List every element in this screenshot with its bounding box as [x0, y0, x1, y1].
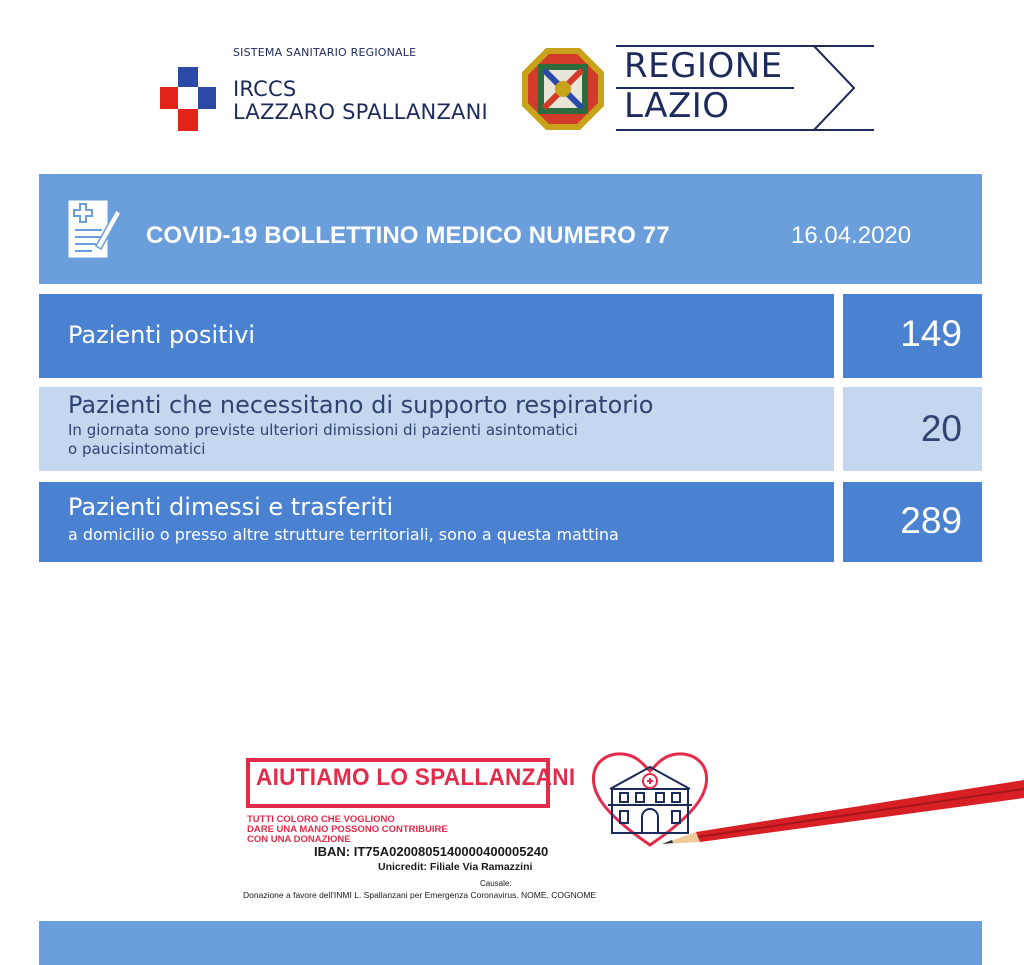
red-blue-cross-logo-icon — [160, 67, 216, 131]
spallanzani-name: LAZZARO SPALLANZANI — [233, 100, 488, 124]
regione-label: REGIONE — [624, 46, 783, 86]
regional-health-system-label: SISTEMA SANITARIO REGIONALE — [233, 46, 417, 59]
regione-lazio-seal-icon — [520, 46, 606, 132]
donation-tagline-line3: CON UNA DONAZIONE — [247, 834, 351, 845]
donation-headline: AIUTIAMO LO SPALLANZANI — [256, 764, 576, 791]
discharged-patients-value-cell — [843, 482, 982, 562]
discharged-patients-label: Pazienti dimessi e trasferiti — [68, 493, 394, 521]
respiratory-support-label: Pazienti che necessitano di supporto respiratorio — [68, 391, 654, 419]
causale-text: Donazione a favore dell'INMI L. Spallanzani per Emergenza Coronavirus. NOME, COGNOME — [243, 890, 597, 900]
footer-band — [39, 921, 982, 965]
positive-patients-label: Pazienti positivi — [68, 321, 256, 349]
discharged-patients-value: 289 — [900, 500, 962, 541]
irccs-label: IRCCS — [233, 77, 297, 101]
lazio-label: LAZIO — [624, 86, 730, 126]
respiratory-support-value-cell — [843, 387, 982, 471]
positive-patients-value: 149 — [900, 313, 962, 354]
respiratory-support-note-line1: In giornata sono previste ulteriori dimissioni di pazienti asintomatici — [68, 421, 578, 439]
donation-tagline-line2: DARE UNA MANO POSSONO CONTRIBUIRE — [247, 824, 448, 835]
donation-tagline — [247, 815, 547, 845]
discharged-patients-note: a domicilio o presso altre strutture territoriali, sono a questa mattina — [68, 525, 619, 544]
discharged-patients-row — [39, 482, 834, 562]
positive-patients-value-cell — [843, 294, 982, 378]
iban-text: IBAN: IT75A0200805140000400005240 — [314, 844, 549, 859]
causale-label: Causale: — [480, 879, 512, 888]
respiratory-support-value: 20 — [920, 408, 962, 449]
respiratory-support-row — [39, 387, 834, 471]
medical-document-icon — [66, 196, 122, 262]
donation-tagline-line1: TUTTI COLORO CHE VOGLIONO — [247, 814, 395, 825]
bulletin-title: COVID-19 BOLLETTINO MEDICO NUMERO 77 — [146, 222, 670, 249]
bulletin-date: 16.04.2020 — [791, 222, 912, 249]
positive-patients-row — [39, 294, 834, 378]
bank-branch-text: Unicredit: Filiale Via Ramazzini — [378, 861, 533, 873]
respiratory-support-note-line2: o paucisintomatici — [68, 440, 206, 458]
spallanzani-logo-text — [233, 78, 488, 124]
red-pencil-icon — [660, 780, 1024, 860]
